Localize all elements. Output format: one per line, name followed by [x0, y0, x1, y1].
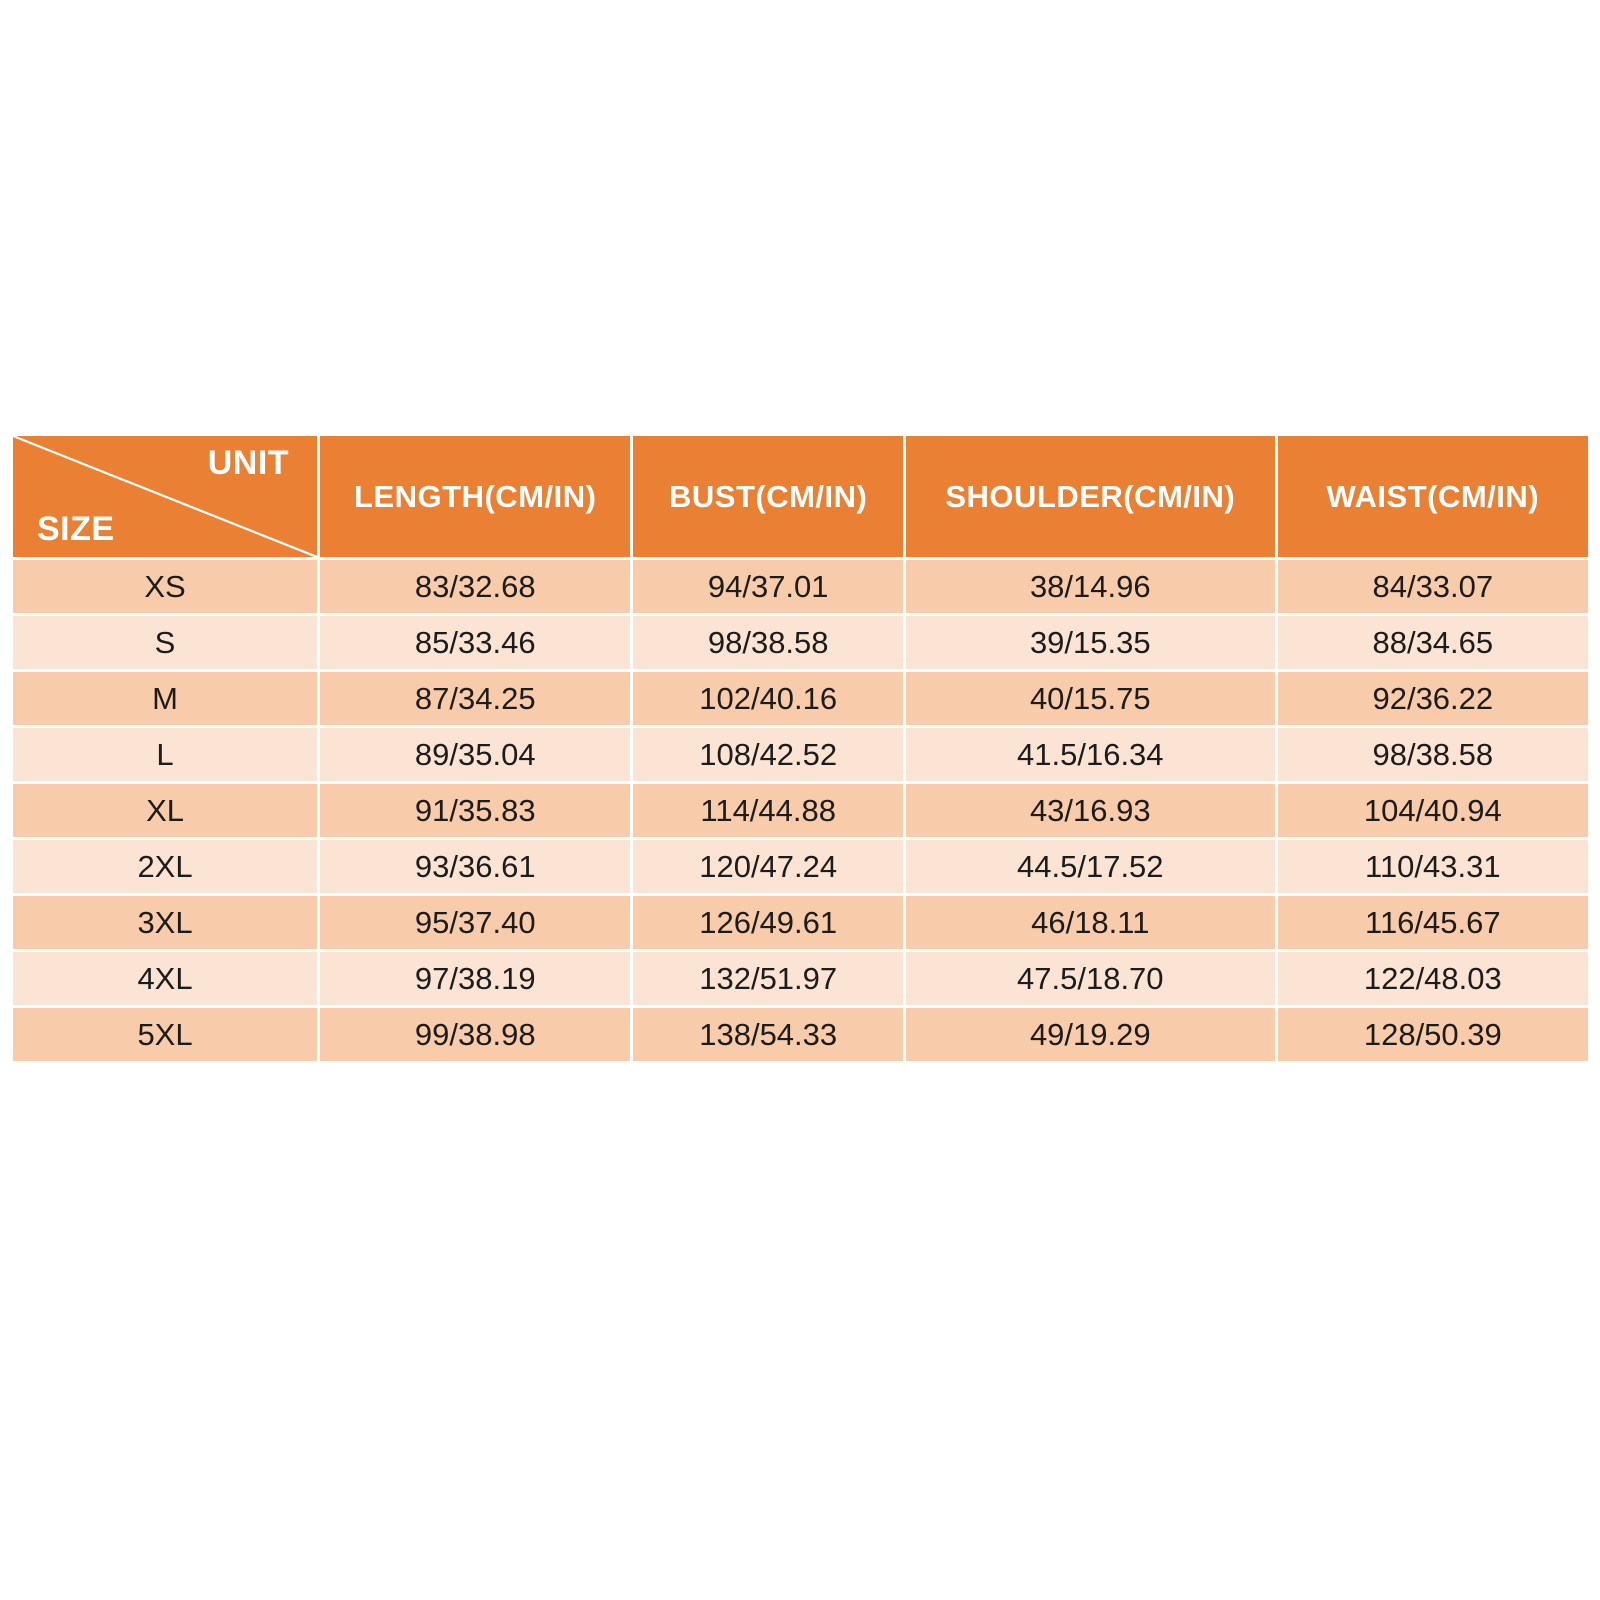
- table-row: [13, 951, 1588, 1007]
- column-header-waist: WAIST(CM/IN): [1276, 436, 1588, 559]
- size-chart-body: [13, 559, 1588, 1062]
- unit-header-label: UNIT: [207, 444, 290, 482]
- column-header-bust: BUST(CM/IN): [632, 436, 904, 559]
- bust-cell: 132/51.97: [632, 951, 904, 1007]
- table-row: [13, 839, 1588, 895]
- bust-cell: 108/42.52: [632, 727, 904, 783]
- shoulder-cell: 40/15.75: [904, 671, 1276, 727]
- shoulder-cell: 47.5/18.70: [904, 951, 1276, 1007]
- length-cell: 89/35.04: [319, 727, 632, 783]
- size-cell: S: [13, 615, 319, 671]
- size-cell: 4XL: [13, 951, 319, 1007]
- size-cell: 3XL: [13, 895, 319, 951]
- waist-cell: 84/33.07: [1276, 559, 1588, 615]
- length-cell: 85/33.46: [319, 615, 632, 671]
- shoulder-cell: 41.5/16.34: [904, 727, 1276, 783]
- size-cell: XL: [13, 783, 319, 839]
- bust-cell: 126/49.61: [632, 895, 904, 951]
- column-header-shoulder: SHOULDER(CM/IN): [904, 436, 1276, 559]
- size-chart-header: [13, 436, 1588, 559]
- bust-cell: 98/38.58: [632, 615, 904, 671]
- table-row: [13, 671, 1588, 727]
- waist-cell: 122/48.03: [1276, 951, 1588, 1007]
- size-cell: L: [13, 727, 319, 783]
- size-cell: 2XL: [13, 839, 319, 895]
- size-header-label: SIZE: [37, 510, 115, 548]
- table-row: [13, 559, 1588, 615]
- table-row: [13, 895, 1588, 951]
- table-row: [13, 615, 1588, 671]
- bust-cell: 120/47.24: [632, 839, 904, 895]
- bust-cell: 94/37.01: [632, 559, 904, 615]
- length-cell: 91/35.83: [319, 783, 632, 839]
- waist-cell: 110/43.31: [1276, 839, 1588, 895]
- table-row: [13, 727, 1588, 783]
- length-cell: 95/37.40: [319, 895, 632, 951]
- length-cell: 83/32.68: [319, 559, 632, 615]
- shoulder-cell: 39/15.35: [904, 615, 1276, 671]
- size-cell: XS: [13, 559, 319, 615]
- length-cell: 87/34.25: [319, 671, 632, 727]
- bust-cell: 114/44.88: [632, 783, 904, 839]
- length-cell: 99/38.98: [319, 1007, 632, 1062]
- shoulder-cell: 38/14.96: [904, 559, 1276, 615]
- size-chart-table: [13, 436, 1588, 1061]
- waist-cell: 92/36.22: [1276, 671, 1588, 727]
- column-header-length: LENGTH(CM/IN): [319, 436, 632, 559]
- length-cell: 97/38.19: [319, 951, 632, 1007]
- waist-cell: 128/50.39: [1276, 1007, 1588, 1062]
- shoulder-cell: 44.5/17.52: [904, 839, 1276, 895]
- bust-cell: 138/54.33: [632, 1007, 904, 1062]
- shoulder-cell: 43/16.93: [904, 783, 1276, 839]
- waist-cell: 88/34.65: [1276, 615, 1588, 671]
- waist-cell: 104/40.94: [1276, 783, 1588, 839]
- size-cell: M: [13, 671, 319, 727]
- table-row: [13, 783, 1588, 839]
- size-cell: 5XL: [13, 1007, 319, 1062]
- bust-cell: 102/40.16: [632, 671, 904, 727]
- table-row: [13, 1007, 1588, 1062]
- corner-header-cell: [13, 436, 319, 559]
- length-cell: 93/36.61: [319, 839, 632, 895]
- waist-cell: 116/45.67: [1276, 895, 1588, 951]
- shoulder-cell: 49/19.29: [904, 1007, 1276, 1062]
- shoulder-cell: 46/18.11: [904, 895, 1276, 951]
- waist-cell: 98/38.58: [1276, 727, 1588, 783]
